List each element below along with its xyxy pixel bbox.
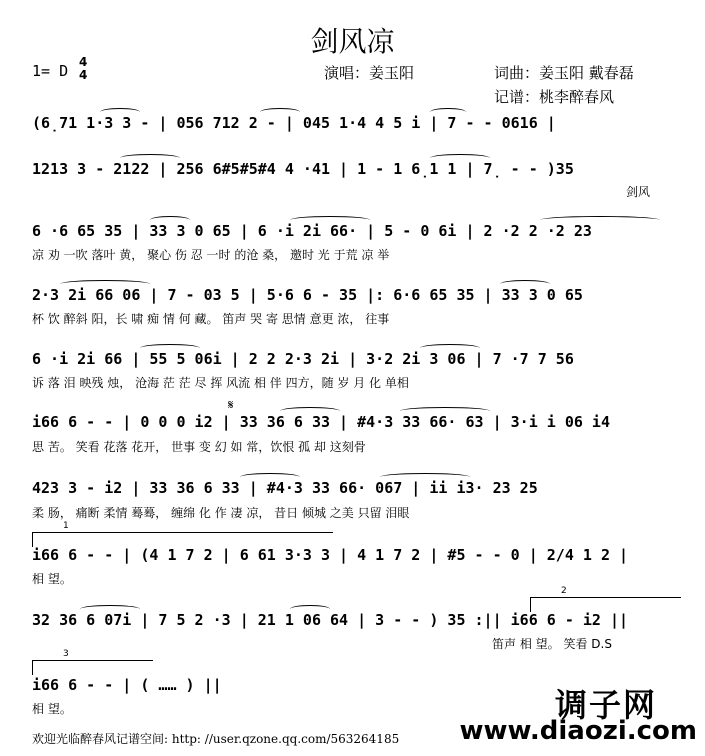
notation-row-3: 6 ·6 65 35 | 33 3 0 65 | 6 ·i 2i 66· | 5 - 0 6i | 2 ·2 2 ·2 23 [32, 222, 592, 240]
volta-bracket-2 [530, 586, 681, 612]
slur-arc [240, 473, 300, 481]
slur-arc [260, 108, 300, 116]
time-signature-top: 4 [79, 55, 88, 69]
footer-text: 欢迎光临醉春风记谱空间: http: //user.qzone.qq.com/563264185 [32, 732, 400, 746]
notation-row-8: i66 6 - - | (4 1 7 2 | 6 61 3·3 3 | 4 1 7 2 | #5 - - 0 | 2/4 1 2 | [32, 546, 629, 564]
slur-arc [80, 605, 140, 613]
volta-bracket-3 [32, 649, 153, 675]
lyrics-row-3: 凉 劝 一吹 落叶 黄， 聚心 伤 忍 一时 的沧 桑， 邀时 光 于荒 凉 举 [32, 248, 390, 262]
slur-arc [420, 344, 480, 352]
lyrics-row-4: 杯 饮 醉斜 阳，长 啸 痴 情 何 藏。 笛声 哭 寄 思情 意更 浓， 往事 [32, 312, 390, 326]
notation-row-6: i66 6 - - | 0 0 0 i2 | 33 36 6 33 | #4·3 33 66· 63 | 3·i i 06 i4 [32, 413, 610, 431]
lyrics-row-9: 笛声 相 望。 笑看 D.S [492, 637, 612, 651]
song-title: 剑风凉 [310, 25, 395, 58]
slur-arc [540, 216, 660, 224]
slur-arc [290, 605, 330, 613]
lyrics-row-10: 相 望。 [32, 702, 72, 716]
singer-credit: 演唱：姜玉阳 [324, 64, 415, 82]
slur-arc [150, 216, 190, 224]
volta-label-3: 3 [63, 649, 69, 659]
segno-sign: 𝄋 [228, 398, 234, 413]
volta-label-2: 2 [561, 586, 567, 596]
lyrics-row-2: 剑风 [626, 185, 651, 199]
notation-row-4: 2·3 2i 66 06 | 7 - 03 5 | 5·6 6 - 35 |: 6·6 65 35 | 33 3 0 65 [32, 286, 583, 304]
tie-arc [430, 154, 490, 162]
notation-row-1: (6̣71 1·3 3 - | 056 712 2 - | 045 1·4 4 5 i | 7 - - 0616 | [32, 114, 556, 132]
key-signature: 1= D [32, 62, 69, 80]
notation-row-10: i66 6 - - | ( …… ) || [32, 676, 222, 694]
transcriber-credit: 记谱：桃李醉春风 [494, 88, 615, 106]
notation-row-7: 423 3 - i2 | 33 36 6 33 | #4·3 33 66· 067 | ii i3· 23 25 [32, 479, 538, 497]
time-signature [79, 56, 87, 82]
time-signature-bottom: 4 [79, 68, 88, 82]
notation-row-9: 32 36 6 07i | 7 5 2 ·3 | 21 1 06 64 | 3 - - ) 35 :|| i66 6 - i2 || [32, 611, 629, 629]
watermark-logo: 调子网 [554, 686, 657, 724]
composer-credit: 词曲：姜玉阳 戴春磊 [494, 64, 634, 82]
notation-row-5: 6 ·i 2i 66 | 55 5 06i | 2 2 2·3 2i | 3·2 2i 3 06 | 7 ·7 7 56 [32, 350, 574, 368]
lyrics-row-5: 诉 落 泪 映残 烛， 沧海 茫 茫 尽 挥 风流 相 伴 四方，随 岁 月 化 单相 [32, 376, 409, 390]
slur-arc [100, 108, 140, 116]
slur-arc [430, 108, 466, 116]
notation-row-2: 1213 3 - 2122 | 256 6#5#5#4 4 ·41 | 1 - 1 6̣1 1 | 7̣ - - )35 [32, 160, 574, 178]
lyrics-row-6: 思 苦。 笑看 花落 花开， 世事 变 幻 如 常，饮恨 孤 却 这刻骨 [32, 440, 366, 454]
tie-arc [120, 154, 180, 162]
volta-label-1: 1 [63, 521, 69, 531]
slur-arc [280, 407, 340, 415]
volta-bracket-1 [32, 521, 333, 547]
slur-arc [60, 280, 150, 288]
slur-arc [290, 216, 370, 224]
watermark-url: www.diaozi.com [459, 716, 697, 746]
lyrics-row-8: 相 望。 [32, 572, 72, 586]
slur-arc [380, 473, 470, 481]
slur-arc [140, 344, 200, 352]
slur-arc [400, 407, 490, 415]
lyrics-row-7: 柔 肠， 痛断 柔情 蓦蓦， 缠绵 化 作 凄 凉， 昔日 倾城 之美 只留 泪眼 [32, 506, 410, 520]
slur-arc [500, 280, 550, 288]
